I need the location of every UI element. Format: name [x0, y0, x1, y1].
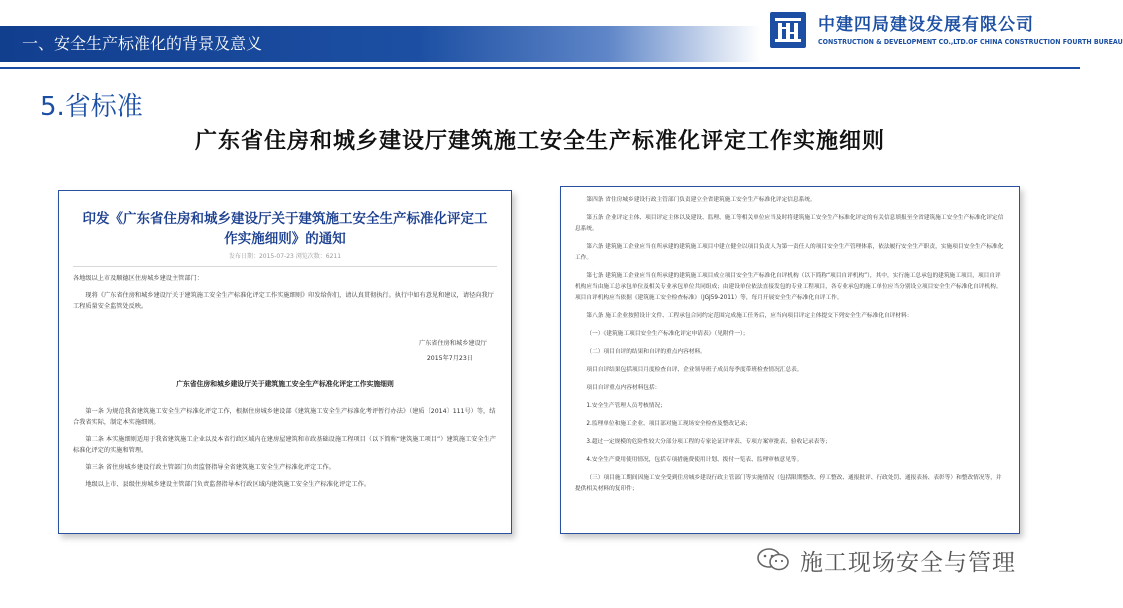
- notice-signer: 广东省住房和城乡建设厅: [418, 340, 487, 347]
- section-title: 一、安全生产标准化的背景及意义: [22, 34, 263, 53]
- company-name-cn: 中建四局建设发展有限公司: [818, 15, 1034, 35]
- article: 第七条 建筑施工企业应当在所承建的建筑施工项目成立项目安全生产标准化自评机构（以下简称“项目自评机构”），其中，实行施工总承包的建筑施工项目，项目自评机构应当由施工总承包单位及相关专业承包单位共同组成；由建设单位依法直接发包的专业工程项目，各专业承包的施工单位应当分别设立项目安全生产标准化自评机构。项目自评机构应当依据《建筑施工安全检查标准》（JGJ59-2011）等，每月开展安全生产标准化自评工作。: [575, 273, 1002, 301]
- notice-title: 印发《广东省住房和城乡建设厅关于建筑施工安全生产标准化评定工作实施细则》的通知: [82, 211, 488, 247]
- article: 项目自评重点内容材料包括：: [586, 385, 661, 391]
- company-name-en: CONSTRUCTION & DEVELOPMENT CO.,LTD.OF CHINA CONSTRUCTION FOURTH BUREAU: [818, 38, 1123, 46]
- article: 项目自评结果包括项目月度检查自评、企业领导班子成员每季度带班检查情况汇总表。: [586, 367, 803, 373]
- rules-title: 广东省住房和城乡建设厅关于建筑施工安全生产标准化评定工作实施细则: [176, 380, 394, 388]
- article: 第六条 建筑施工企业应当在所承建的建筑施工项目中建立健全以项目负责人为第一责任人的项目安全生产管理体系，依法履行安全生产职责，实施项目安全生产标准化工作。: [575, 244, 1004, 261]
- article: 地级以上市、县级住房城乡建设主管部门负责监督指导本行政区域内建筑施工安全生产标准化评定工作。: [85, 481, 371, 488]
- rules-document-panel: [560, 186, 1020, 534]
- company-logo-icon: [770, 12, 806, 48]
- article: 第四条 省住房城乡建设行政主管部门负责建立全省建筑施工安全生产标准化评定信息系统。: [586, 197, 816, 203]
- article: 第二条 本实施细则适用于我省建筑施工企业以及本省行政区域内在建房屋建筑和市政基础设施工程项目（以下简称“建筑施工项目”）建筑施工安全生产标准化评定的实施和管理。: [73, 436, 496, 454]
- page-subtitle: 5.省标准: [40, 92, 143, 122]
- header-divider: [0, 67, 1080, 69]
- notice-date: 2015年7月23日: [426, 355, 473, 362]
- article: （二）项目自评的结果和自评的重点内容材料。: [586, 349, 706, 355]
- section-header-bar: [0, 26, 760, 62]
- article: 第三条 省住房城乡建设行政主管部门负责监督指导全省建筑施工安全生产标准化评定工作。: [85, 464, 335, 471]
- article: 第八条 施工企业按照设计文件、工程承包合同约定范围完成施工任务后，应当向项目评定主体提交下列安全生产标准化自评材料：: [586, 313, 913, 319]
- article: 第五条 企业评定主体、项目评定主体以及建设、监理、施工等相关单位应当及时将建筑施工安全生产标准化评定的有关信息填报至全省建筑施工安全生产标准化评定信息系统。: [575, 215, 1004, 232]
- wechat-icon: [756, 547, 792, 573]
- article: 2.监理单位和施工企业、项目部对施工现场安全检查及整改记录；: [586, 421, 752, 427]
- notice-body: 现将《广东省住房和城乡建设厅关于建筑施工安全生产标准化评定工作实施细则》印发给你们，请认真贯彻执行。执行中如有意见和建议，请径向我厅工程质量安全监管处反映。: [73, 292, 494, 310]
- article: （一）《建筑施工项目安全生产标准化评定申请表》（见附件一）；: [586, 331, 749, 337]
- notice-document-panel: [58, 190, 512, 534]
- article: 3.超过一定规模的危险性较大分部分项工程的专家论证评审表、专项方案审批表、验收记录表等；: [586, 439, 831, 445]
- notice-salutation: 各地级以上市及顺德区住房城乡建设主管部门：: [73, 275, 203, 282]
- divider: [73, 266, 497, 267]
- watermark: [756, 545, 1016, 575]
- article: （三）项目施工期间因施工安全受到住房城乡建设行政主管部门等实施情况（包括限期整改、停工整改、通报批评、行政处罚、通报表扬、表彰等）和整改情况等，并提供相关材料的复印件；: [575, 475, 1002, 492]
- article: 1.安全生产管理人员考核情况；: [586, 403, 666, 409]
- watermark-text: 施工现场安全与管理: [800, 549, 1016, 576]
- notice-meta: 发布日期：2015-07-23 浏览次数：6211: [228, 253, 342, 260]
- article: 4.安全生产费用使用情况，包括专项措施费使用计划、拨付一览表、监理审核意见等。: [586, 457, 803, 463]
- article: 第一条 为规范我省建筑施工安全生产标准化评定工作，根据住房城乡建设部《建筑施工安全生产标准化考评暂行办法》（建质〔2014〕111号）等，结合我省实际，制定本实施细则。: [73, 408, 496, 426]
- page-title: 广东省住房和城乡建设厅建筑施工安全生产标准化评定工作实施细则: [194, 129, 885, 154]
